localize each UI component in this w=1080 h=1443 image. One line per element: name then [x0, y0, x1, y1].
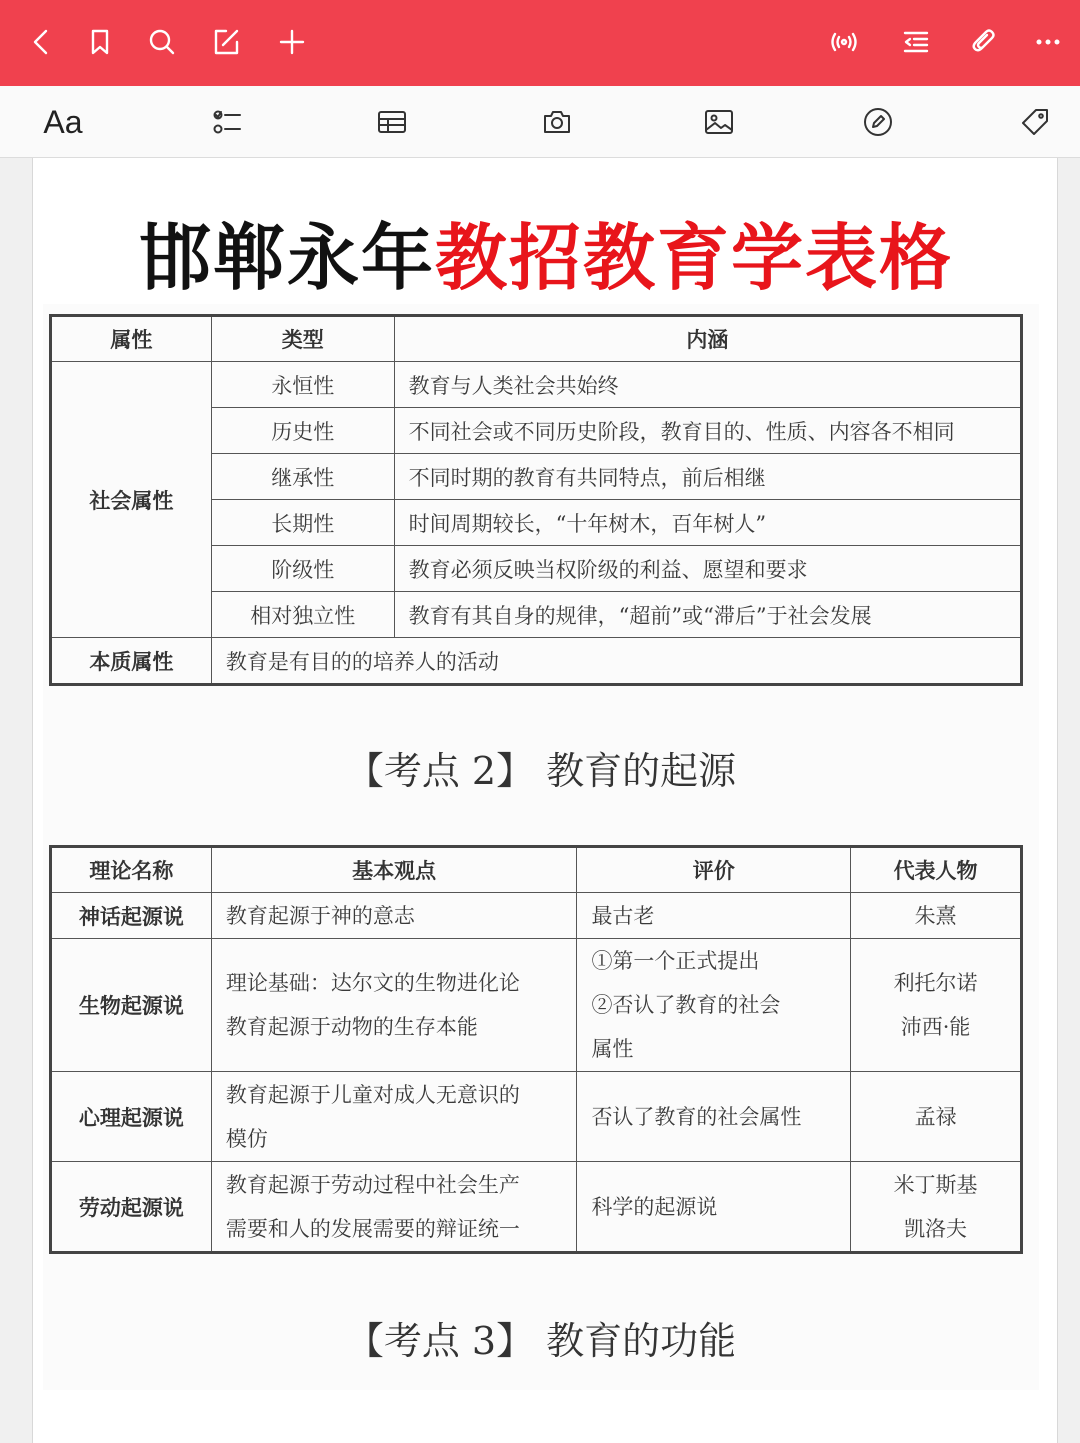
essence-attribute-cell: 本质属性	[52, 638, 212, 684]
header-cell: 类型	[211, 317, 394, 362]
tag-icon[interactable]	[1014, 102, 1056, 142]
table-row	[52, 893, 1021, 939]
header-cell: 基本观点	[211, 848, 577, 893]
eval-cell	[577, 893, 851, 939]
document-title	[33, 200, 1059, 304]
people-cell	[851, 1072, 1021, 1162]
view-line: 需要和人的发展需要的辩证统一	[225, 1216, 520, 1241]
checklist-icon[interactable]	[206, 102, 248, 142]
content-cell: 教育有其自身的规律，“超前”或“滞后”于社会发展	[394, 592, 1020, 638]
eval-line: ①第一个正式提出	[591, 949, 760, 973]
view-cell	[211, 1072, 577, 1162]
view-line: 模仿	[225, 1126, 268, 1151]
person-line: 利托尔诺	[893, 971, 978, 995]
people-cell	[851, 939, 1021, 1072]
type-cell: 历史性	[211, 408, 394, 454]
add-icon[interactable]	[272, 22, 312, 62]
top-bar	[0, 0, 1080, 86]
type-cell: 永恒性	[211, 362, 394, 408]
eval-line: 否认了教育的社会属性	[591, 1104, 802, 1129]
camera-icon[interactable]	[536, 102, 578, 142]
more-icon[interactable]	[1028, 22, 1068, 62]
eval-cell	[577, 1072, 851, 1162]
section-heading-kaodian-2: 【考点 2】 教育的起源	[345, 749, 737, 793]
content-cell: 时间周期较长，“十年树木，百年树人”	[394, 500, 1020, 546]
view-cell	[211, 893, 577, 939]
header-cell: 内涵	[394, 317, 1020, 362]
attachment-icon[interactable]	[964, 22, 1004, 62]
type-cell: 相对独立性	[211, 592, 394, 638]
view-cell	[211, 1162, 577, 1252]
edit-icon[interactable]	[206, 22, 246, 62]
social-attribute-cell: 社会属性	[52, 362, 212, 638]
theory-name-cell: 心理起源说	[52, 1072, 212, 1162]
eval-cell	[577, 939, 851, 1072]
view-line: 教育起源于神的意志	[225, 903, 415, 928]
title-red-part: 教招教育学表格	[435, 216, 954, 300]
embedded-image	[43, 304, 1039, 1390]
table-icon[interactable]	[371, 102, 413, 142]
type-cell: 长期性	[211, 500, 394, 546]
content-cell: 教育必须反映当权阶级的利益、愿望和要求	[394, 546, 1020, 592]
table-row	[52, 939, 1021, 1072]
eval-line: ②否认了教育的社会	[591, 993, 781, 1017]
header-cell: 属性	[52, 317, 212, 362]
bookmark-icon[interactable]	[80, 22, 120, 62]
eval-line: 属性	[591, 1037, 634, 1061]
people-cell	[851, 893, 1021, 939]
theory-name-cell: 劳动起源说	[52, 1162, 212, 1252]
table-header-row	[52, 848, 1021, 893]
person-line: 朱熹	[914, 903, 957, 928]
title-black-part: 邯郸永年	[138, 216, 435, 300]
person-line: 米丁斯基	[893, 1172, 978, 1197]
table-header-row	[52, 317, 1021, 362]
view-cell	[211, 939, 577, 1072]
audio-icon[interactable]	[824, 22, 864, 62]
education-attributes-table	[51, 316, 1021, 684]
back-icon[interactable]	[22, 22, 62, 62]
content-cell: 教育是有目的的培养人的活动	[211, 638, 1020, 684]
type-cell: 继承性	[211, 454, 394, 500]
person-line: 沛西·能	[900, 1015, 971, 1039]
theory-name-cell: 生物起源说	[52, 939, 212, 1072]
table-row	[52, 1162, 1021, 1252]
eval-line: 最古老	[591, 903, 655, 928]
view-line: 理论基础：达尔文的生物进化论	[225, 971, 520, 995]
eval-line: 科学的起源说	[591, 1194, 718, 1219]
font-label: Aa	[43, 103, 83, 140]
view-line: 教育起源于儿童对成人无意识的	[225, 1082, 520, 1107]
section-heading-kaodian-3: 【考点 3】 教育的功能	[345, 1319, 737, 1363]
person-line: 孟禄	[914, 1104, 957, 1129]
format-toolbar	[0, 86, 1080, 158]
person-line: 凯洛夫	[904, 1216, 968, 1241]
eval-cell	[577, 1162, 851, 1252]
header-cell: 评价	[577, 848, 851, 893]
text-format-button[interactable]	[40, 102, 86, 142]
table-row	[52, 638, 1021, 684]
document-page	[32, 158, 1058, 1443]
view-line: 教育起源于劳动过程中社会生产	[225, 1172, 520, 1197]
outline-icon[interactable]	[896, 22, 936, 62]
pen-icon[interactable]	[857, 102, 899, 142]
content-cell: 不同社会或不同历史阶段，教育目的、性质、内容各不相同	[394, 408, 1020, 454]
people-cell	[851, 1162, 1021, 1252]
type-cell: 阶级性	[211, 546, 394, 592]
content-cell: 教育与人类社会共始终	[394, 362, 1020, 408]
view-line: 教育起源于动物的生存本能	[225, 1015, 478, 1039]
header-cell: 代表人物	[851, 848, 1021, 893]
table-row	[52, 362, 1021, 408]
header-cell: 理论名称	[52, 848, 212, 893]
content-cell: 不同时期的教育有共同特点，前后相继	[394, 454, 1020, 500]
education-origin-table	[51, 847, 1021, 1252]
image-icon[interactable]	[698, 102, 740, 142]
theory-name-cell: 神话起源说	[52, 893, 212, 939]
table-row	[52, 1072, 1021, 1162]
search-icon[interactable]	[142, 22, 182, 62]
